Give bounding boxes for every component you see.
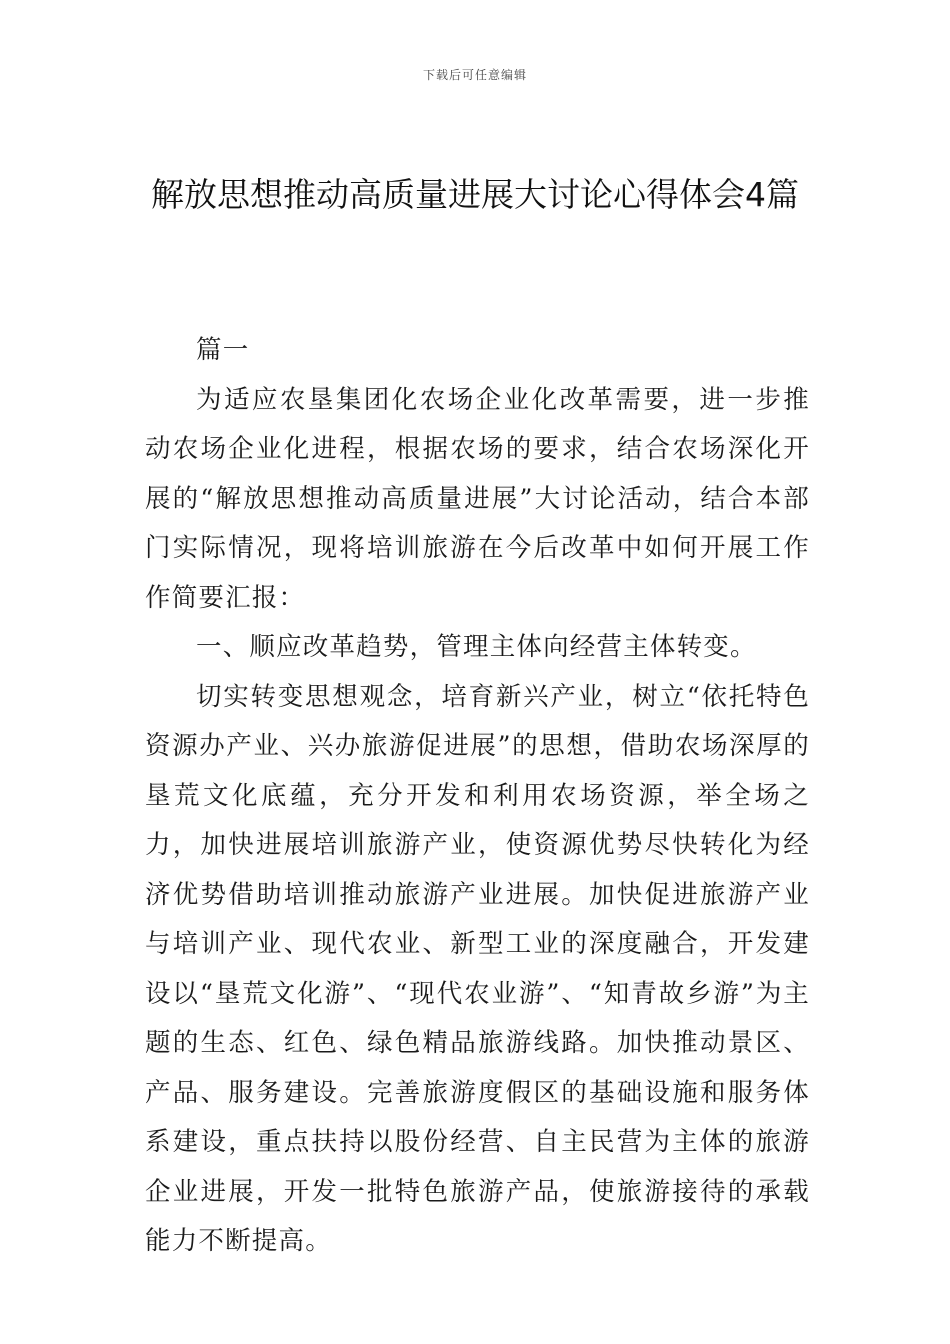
document-title: 解放思想推动高质量进展大讨论心得体会4篇 [151,175,799,214]
section-heading: 篇一 [196,335,250,365]
subsection-heading: 一、顺应改革趋势，管理主体向经营主体转变。 [196,632,757,662]
header-note: 下载后可任意编辑 [422,68,527,82]
document-body [145,326,810,1267]
body-paragraph: 切实转变思想观念，培育新兴产业，树立“依托特色资源办产业、兴办旅游促进展”的思想，借助农场深厚的垦荒文化底蕴，充分开发和利用农场资源，举全场之力，加快进展培训旅游产业，使资源优势尽快转化为经济优势借助培训推动旅游产业进展。加快促进旅游产业与培训产业、现代农业、新型工业的深度融合，开发建设以“垦荒文化游”、“现代农业游”、“知青故乡游”为主题的生态、红色、绿色精品旅游线路。加快推动景区、产品、服务建设。完善旅游度假区的基础设施和服务体系建设，重点扶持以股份经营、自主民营为主体的旅游企业进展，开发一批特色旅游产品，使旅游接待的承载能力不断提高。 [145,681,810,1256]
body-paragraph: 为适应农垦集团化农场企业化改革需要，进一步推动农场企业化进程，根据农场的要求，结合农场深化开展的“解放思想推动高质量进展”大讨论活动，结合本部门实际情况，现将培训旅游在今后改革中如何开展工作作简要汇报： [145,384,810,613]
